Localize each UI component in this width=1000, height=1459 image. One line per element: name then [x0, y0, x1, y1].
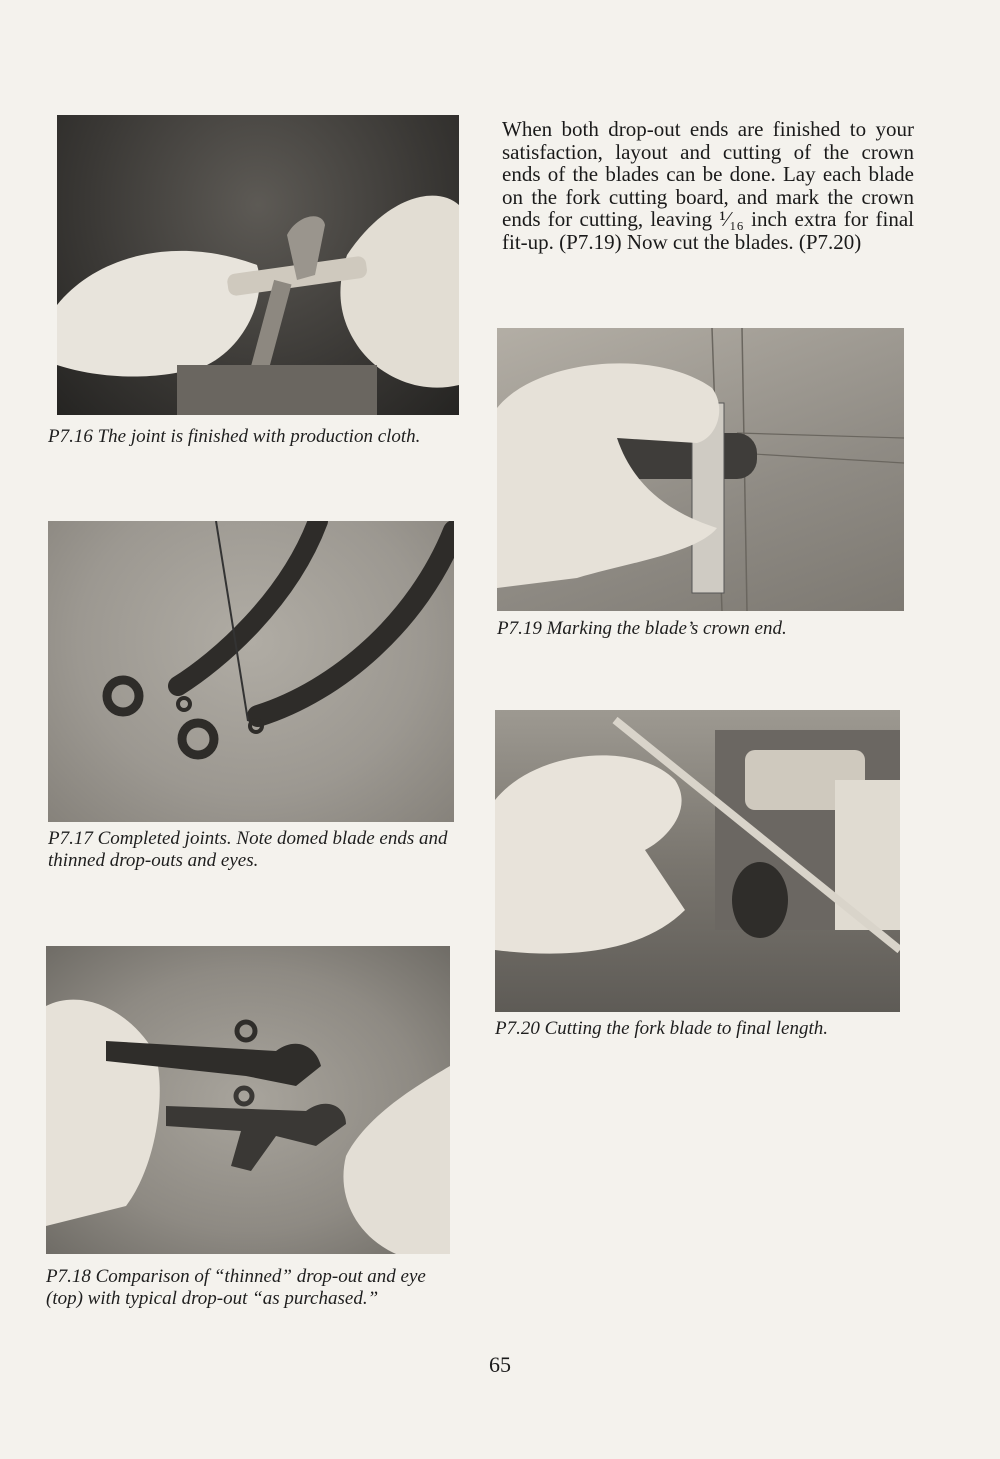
caption-p7-19: P7.19 Marking the blade’s crown end.	[497, 618, 787, 639]
caption-p7-18: P7.18 Comparison of “thinned” drop-out and eye (top) with typical drop-out “as purchased.”	[46, 1266, 426, 1309]
caption-p7-16: P7.16 The joint is finished with production cloth.	[48, 426, 421, 447]
page-number: 65	[489, 1352, 511, 1377]
photo-p7-19	[497, 328, 904, 611]
body-paragraph: When both drop-out ends are finished to your satisfaction, layout and cutting of the crown ends of the blades can be done. Lay each blade on the fork cutting board, and mark the crown ends for cutting, leaving ¹⁄₁₆ inch extra for final fit-up. (P7.19) Now cut the blades. (P7.20)	[502, 117, 914, 254]
photo-p7-20	[495, 710, 900, 1012]
caption-p7-20: P7.20 Cutting the fork blade to final length.	[495, 1018, 829, 1039]
caption-p7-17: P7.17 Completed joints. Note domed blade ends and thinned drop-outs and eyes.	[48, 828, 448, 871]
photo-p7-17	[48, 521, 454, 822]
photo-p7-16	[57, 115, 459, 415]
photo-p7-18	[46, 946, 450, 1254]
